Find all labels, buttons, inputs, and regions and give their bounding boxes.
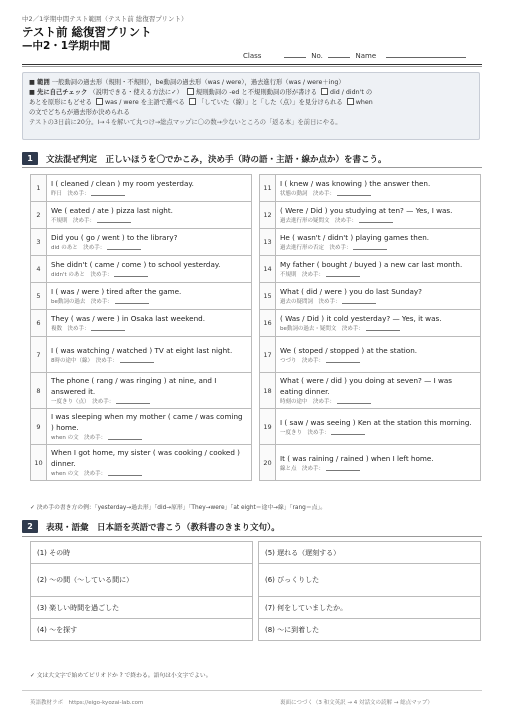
question-number: 3 [31, 229, 47, 256]
column-gap [252, 229, 260, 256]
page-title: テスト前 総復習プリント [22, 25, 152, 39]
question-number: 12 [260, 202, 276, 229]
checkbox[interactable] [187, 88, 194, 95]
question-text: It ( was raining / rained ) when I left home. [280, 453, 434, 463]
answer-blank[interactable] [91, 189, 125, 196]
question-cell[interactable] [276, 175, 481, 202]
question-cell[interactable] [47, 283, 252, 310]
question-hint [51, 189, 247, 198]
question-number: 4 [31, 256, 47, 283]
section2-heading [22, 520, 280, 533]
answer-label: 決め手： [335, 218, 358, 224]
class-blank[interactable] [284, 57, 306, 58]
table-row [31, 283, 481, 310]
question-cell[interactable] [276, 373, 481, 409]
question-hint [280, 356, 476, 365]
answer-label: 決め手： [90, 272, 113, 278]
checkbox[interactable] [347, 98, 354, 105]
answer-label: 決め手： [95, 357, 118, 364]
range-line [29, 78, 473, 88]
answer-label: 決め手： [84, 471, 107, 477]
question-cell[interactable] [276, 310, 481, 337]
range-text: 一般動詞の過去形（規則・不規則），be動詞の過去形（was / were），過去進行形（was / were＋ing） [51, 79, 345, 86]
question-text: I ( was / were ) tired after the game. [51, 287, 182, 296]
check-line [29, 88, 473, 98]
question-cell[interactable] [276, 445, 481, 481]
question-hint [51, 270, 247, 279]
table-row [31, 373, 481, 409]
section2-title: 表現・語彙 日本語を英語で書こう（教科書のきまり文句）。 [46, 522, 280, 533]
question-text: I ( was watching / watched ) TV at eight last night. [51, 345, 233, 355]
question-text: What ( did / were ) you do last Sunday? [280, 287, 422, 296]
question-number: 11 [260, 175, 276, 202]
table-row [31, 256, 481, 283]
answer-blank[interactable] [326, 356, 360, 363]
answer-blank[interactable] [116, 397, 150, 404]
question-number: 9 [31, 409, 47, 445]
answer-label: 決め手： [67, 191, 90, 197]
question-text: We ( stoped / stopped ) at the station. [280, 345, 418, 355]
question-cell[interactable] [276, 283, 481, 310]
hint-text: 複数 [51, 326, 63, 332]
question-cell[interactable] [276, 409, 481, 445]
question-number: 18 [260, 373, 276, 409]
answer-label: 決め手： [307, 429, 330, 436]
hint-text: 時刻の途中 [280, 399, 308, 405]
table-row [31, 445, 481, 481]
answer-blank[interactable] [120, 356, 154, 363]
hint-text: つづり [280, 357, 297, 364]
section1-title: 文法混ぜ判定 正しいほうを〇でかこみ，決め手（時の語・主語・線か点か）を書こう。 [46, 154, 387, 165]
hint-text: 一度きり [280, 429, 303, 436]
answer-blank[interactable] [337, 397, 371, 404]
hint-text: 状態の動詞 [280, 191, 308, 197]
answer-blank[interactable] [91, 324, 125, 331]
section1-rule [22, 167, 482, 168]
column-gap [252, 256, 260, 283]
check-item: 規則動詞の -ed と不規則動詞の形が書ける [195, 89, 317, 96]
question-text: I ( knew / was knowing ) the answer then. [280, 179, 431, 188]
section1-number: 1 [22, 152, 38, 165]
hint-text: when の文 [51, 471, 79, 477]
table-row [31, 310, 481, 337]
check-item: あとを原形にもどせる [29, 99, 92, 106]
question-cell[interactable] [47, 310, 252, 337]
vocab-item[interactable]: (1) その時 [31, 542, 253, 564]
section2-footnote: ✓ 文は大文字で始めてピリオドか ? で終わる。語句は小文字でよい。 [30, 673, 212, 679]
answer-label: 決め手： [67, 326, 90, 332]
check-item: was / were を主語で選べる [104, 99, 185, 106]
table-row [31, 564, 481, 597]
question-number: 5 [31, 283, 47, 310]
hint-text: 過去進行形の疑問文 [280, 218, 330, 224]
question-text: He ( wasn't / didn't ) playing games then. [280, 233, 430, 242]
question-table [30, 174, 481, 481]
question-hint [280, 216, 476, 225]
question-text: She didn't ( came / come ) to school yesterday. [51, 260, 221, 269]
question-hint [280, 243, 476, 252]
question-cell[interactable] [276, 256, 481, 283]
column-gap [252, 409, 260, 445]
question-cell[interactable] [47, 175, 252, 202]
answer-blank[interactable] [326, 270, 360, 277]
answer-label: 決め手： [73, 218, 96, 224]
question-number: 10 [31, 445, 47, 481]
question-hint [280, 464, 476, 473]
student-fields [243, 52, 469, 60]
answer-blank[interactable] [342, 297, 376, 304]
question-text: I was sleeping when my mother ( came / was coming ) home. [51, 412, 243, 432]
hint-text: 過去の疑問詞 [280, 299, 314, 305]
hint-text: 過去進行形の否定 [280, 245, 325, 251]
question-hint [51, 297, 247, 306]
no-blank[interactable] [328, 57, 350, 58]
answer-label: 決め手： [313, 399, 336, 405]
column-gap [252, 445, 260, 481]
question-hint [280, 428, 476, 437]
hint-text: be動詞の過去・疑問文 [280, 326, 337, 332]
table-row [31, 337, 481, 373]
column-gap [252, 373, 260, 409]
checkbox[interactable] [321, 88, 328, 95]
check-item: の文でどちらが過去形か決められる [29, 109, 130, 116]
header-small-text: 中2／1学期中間テスト範囲（テスト前 総復習プリント） [22, 15, 188, 23]
column-gap [252, 310, 260, 337]
question-number: 8 [31, 373, 47, 409]
column-gap [252, 283, 260, 310]
question-hint [51, 397, 247, 406]
hint-text: 昨日 [51, 191, 63, 197]
vocab-item[interactable]: (4) 〜を探す [31, 619, 253, 641]
column-gap [252, 202, 260, 229]
section1-heading [22, 152, 387, 165]
question-text: We ( eated / ate ) pizza last night. [51, 206, 173, 215]
hint-text: be動詞の過去 [51, 299, 86, 305]
question-hint [51, 433, 247, 442]
header-rule [22, 64, 482, 65]
table-row [31, 597, 481, 619]
question-cell[interactable] [47, 373, 252, 409]
question-number: 1 [31, 175, 47, 202]
hint-text: 不規則 [51, 218, 68, 224]
question-number: 16 [260, 310, 276, 337]
question-number: 13 [260, 229, 276, 256]
question-text: ( Were / Did ) you studying at ten? — Yes, I was. [280, 206, 453, 215]
question-cell[interactable] [47, 409, 252, 445]
question-cell[interactable] [47, 256, 252, 283]
vocab-table [30, 541, 481, 641]
header-rule-secondary [22, 66, 482, 67]
check-text: （説明できる・使える方法に✓） [89, 89, 183, 96]
question-hint [51, 243, 247, 252]
vocab-item[interactable]: (3) 楽しい時間を過ごした [31, 597, 253, 619]
question-number: 7 [31, 337, 47, 373]
answer-label: 決め手： [313, 191, 336, 197]
question-hint [280, 397, 476, 406]
answer-blank[interactable] [108, 469, 142, 476]
hint-text: 不規則 [280, 272, 297, 278]
answer-label: 決め手： [302, 272, 325, 278]
question-hint [51, 356, 247, 365]
question-hint [51, 324, 247, 333]
overview-box [22, 72, 480, 140]
question-hint [280, 189, 476, 198]
answer-label: 決め手： [92, 399, 115, 405]
check-label: ■ 先に自己チェック [29, 89, 88, 96]
checkbox[interactable] [189, 98, 196, 105]
section2-rule [22, 536, 482, 537]
checkbox[interactable] [96, 98, 103, 105]
answer-label: 決め手： [84, 435, 107, 441]
vocab-item[interactable]: (7) 何をしていましたか。 [259, 597, 481, 619]
tip-line: テストの3日前に20分。Ⅰ→４を解いて丸つけ→総点マップに〇の数→少ないところの「返る本」を前日にやる。 [29, 119, 342, 126]
question-text: The phone ( rang / was ringing ) at nine, and I answered it. [51, 376, 217, 396]
answer-label: 決め手： [90, 299, 113, 305]
section2-number: 2 [22, 520, 38, 533]
question-text: What ( were / did ) you doing at seven? — I was eating dinner. [280, 376, 453, 396]
answer-label: 決め手： [341, 326, 364, 332]
question-cell[interactable] [276, 229, 481, 256]
question-number: 20 [260, 445, 276, 481]
question-cell[interactable] [47, 445, 252, 481]
answer-label: 決め手： [83, 245, 106, 251]
hint-text: 一度きり（点） [51, 399, 87, 405]
name-label: Name [355, 52, 377, 60]
answer-blank[interactable] [97, 216, 131, 223]
no-label: No. [311, 52, 323, 60]
check-item: 「していた（線）」と「した（点）」を見分けられる [197, 99, 343, 106]
question-cell[interactable] [47, 337, 252, 373]
question-cell[interactable] [276, 337, 481, 373]
answer-blank[interactable] [366, 324, 400, 331]
question-cell[interactable] [276, 202, 481, 229]
answer-blank[interactable] [331, 428, 365, 435]
table-row [31, 542, 481, 564]
answer-label: 決め手： [302, 465, 325, 472]
question-text: They ( was / were ) in Osaka last weekend. [51, 314, 205, 323]
table-row [31, 202, 481, 229]
table-row [31, 409, 481, 445]
answer-label: 決め手： [329, 245, 352, 251]
question-number: 17 [260, 337, 276, 373]
vocab-item[interactable]: (8) 〜に到着した [259, 619, 481, 641]
question-number: 15 [260, 283, 276, 310]
answer-blank[interactable] [108, 433, 142, 440]
question-text: ( Was / Did ) it cold yesterday? — Yes, it was. [280, 314, 442, 323]
check-line [29, 108, 473, 118]
table-row [31, 175, 481, 202]
table-row [31, 619, 481, 641]
answer-blank[interactable] [115, 297, 149, 304]
question-hint [280, 297, 476, 306]
check-item: did / didn't の [330, 89, 373, 96]
answer-blank[interactable] [353, 243, 387, 250]
answer-blank[interactable] [107, 243, 141, 250]
question-text: My father ( bought / buyed ) a new car last month. [280, 260, 463, 269]
question-text: When I got home, my sister ( was cooking / cooked ) dinner. [51, 448, 240, 468]
question-number: 19 [260, 409, 276, 445]
answer-blank[interactable] [359, 216, 393, 223]
table-row [31, 229, 481, 256]
question-number: 2 [31, 202, 47, 229]
question-text: I ( cleaned / clean ) my room yesterday. [51, 179, 194, 188]
question-text: I ( saw / was seeing ) Ken at the station this morning. [280, 417, 472, 427]
hint-text: 線と点 [280, 465, 297, 472]
column-gap [252, 337, 260, 373]
hint-text: 8時の途中（線） [51, 357, 91, 364]
footer-left: 英語教材ラボ https://eigo-kyozai-lab.com [30, 700, 144, 706]
question-hint [51, 216, 247, 225]
hint-text: did のあと [51, 245, 78, 251]
answer-label: 決め手： [302, 357, 325, 364]
footer-right: 裏面につづく（3 和文英訳 → 4 対話文の読解 → 総点マップ） [280, 700, 433, 706]
column-gap [252, 175, 260, 202]
question-hint [280, 270, 476, 279]
question-number: 6 [31, 310, 47, 337]
section1-footnote: ✓ 決め手の書き方の例：「yesterday→過去形」「did→原形」「They→were」「at eight＝途中→線」「rang＝点」。 [30, 505, 327, 511]
answer-blank[interactable] [326, 464, 360, 471]
answer-blank[interactable] [337, 189, 371, 196]
check-item: when [355, 99, 373, 106]
page-subtitle: —中2・1学期中間 [22, 40, 111, 52]
question-text: Did you ( go / went ) to the library? [51, 233, 178, 242]
answer-label: 決め手： [318, 299, 341, 305]
name-blank[interactable] [386, 57, 466, 58]
footer-rule [22, 690, 482, 691]
question-cell[interactable] [47, 229, 252, 256]
question-cell[interactable] [47, 202, 252, 229]
check-line [29, 98, 473, 108]
answer-blank[interactable] [114, 270, 148, 277]
vocab-item[interactable]: (5) 遅れる（遅刻する） [259, 542, 481, 564]
question-hint [51, 469, 247, 478]
class-label: Class [243, 52, 262, 60]
hint-text: didn't のあと [51, 272, 85, 278]
range-label: ■ 範囲 [29, 79, 50, 86]
vocab-item[interactable]: (6) びっくりした [259, 564, 481, 597]
hint-text: when の文 [51, 435, 79, 441]
question-hint [280, 324, 476, 333]
vocab-item[interactable]: (2) 〜の間（〜している間に） [31, 564, 253, 597]
question-number: 14 [260, 256, 276, 283]
